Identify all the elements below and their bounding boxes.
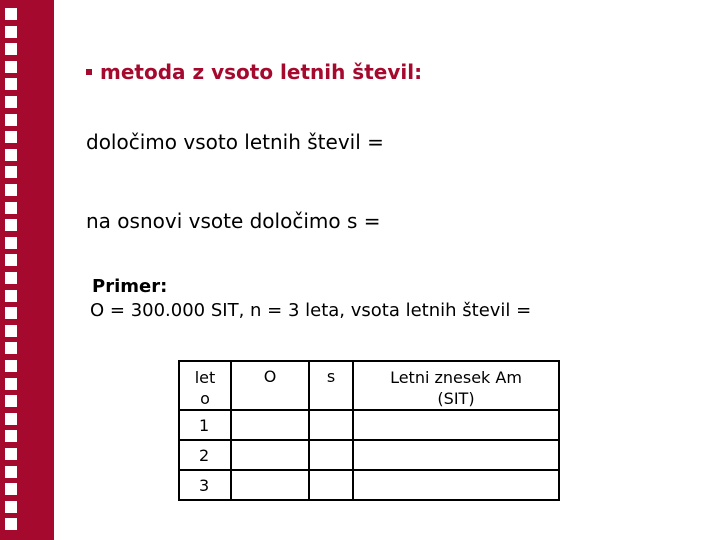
- sidebar-square: [5, 413, 17, 425]
- text-line-sum: določimo vsoto letnih števil =: [86, 130, 384, 154]
- depreciation-table: [178, 360, 560, 501]
- sidebar-square: [5, 466, 17, 478]
- cell-rate: [309, 410, 353, 440]
- sidebar-square: [5, 184, 17, 196]
- cell-amount: [353, 470, 559, 500]
- sidebar-square: [5, 378, 17, 390]
- example-text: O = 300.000 SIT, n = 3 leta, vsota letnih števil =: [90, 300, 532, 321]
- cell-year: 1: [179, 410, 231, 440]
- sidebar-square: [5, 290, 17, 302]
- sidebar-square: [5, 219, 17, 231]
- sidebar-square: [5, 149, 17, 161]
- sidebar-square: [5, 272, 17, 284]
- sidebar-square: [5, 448, 17, 460]
- text-line-rate: na osnovi vsote določimo s =: [86, 209, 381, 233]
- cell-value: [231, 470, 309, 500]
- cell-value: [231, 440, 309, 470]
- table-row: [179, 470, 559, 500]
- sidebar-square: [5, 202, 17, 214]
- sidebar-square: [5, 395, 17, 407]
- header-value: O: [231, 361, 309, 410]
- sidebar-square: [5, 131, 17, 143]
- cell-year: 2: [179, 440, 231, 470]
- decorative-sidebar: [0, 0, 54, 540]
- slide-heading: [86, 60, 422, 84]
- sidebar-square: [5, 307, 17, 319]
- sidebar-square: [5, 166, 17, 178]
- sidebar-square: [5, 96, 17, 108]
- header-year: let o: [179, 361, 231, 410]
- example-title: Primer:: [92, 276, 168, 297]
- heading-text: metoda z vsoto letnih števil:: [100, 60, 423, 84]
- cell-amount: [353, 440, 559, 470]
- table-row: [179, 440, 559, 470]
- sidebar-square: [5, 254, 17, 266]
- sidebar-square: [5, 78, 17, 90]
- cell-rate: [309, 440, 353, 470]
- sidebar-square: [5, 518, 17, 530]
- sidebar-square: [5, 360, 17, 372]
- cell-year: 3: [179, 470, 231, 500]
- sidebar-square: [5, 342, 17, 354]
- table-row: [179, 410, 559, 440]
- square-bullet-icon: [86, 69, 92, 75]
- sidebar-square: [5, 26, 17, 38]
- sidebar-square: [5, 8, 17, 20]
- sidebar-square: [5, 61, 17, 73]
- cell-rate: [309, 470, 353, 500]
- sidebar-square: [5, 114, 17, 126]
- sidebar-square: [5, 237, 17, 249]
- sidebar-square: [5, 501, 17, 513]
- sidebar-square: [5, 430, 17, 442]
- sidebar-square: [5, 483, 17, 495]
- sidebar-square: [5, 325, 17, 337]
- header-rate: s: [309, 361, 353, 410]
- cell-value: [231, 410, 309, 440]
- sidebar-square: [5, 43, 17, 55]
- cell-amount: [353, 410, 559, 440]
- header-amount: Letni znesek Am (SIT): [353, 361, 559, 410]
- table-header-row: [179, 361, 559, 410]
